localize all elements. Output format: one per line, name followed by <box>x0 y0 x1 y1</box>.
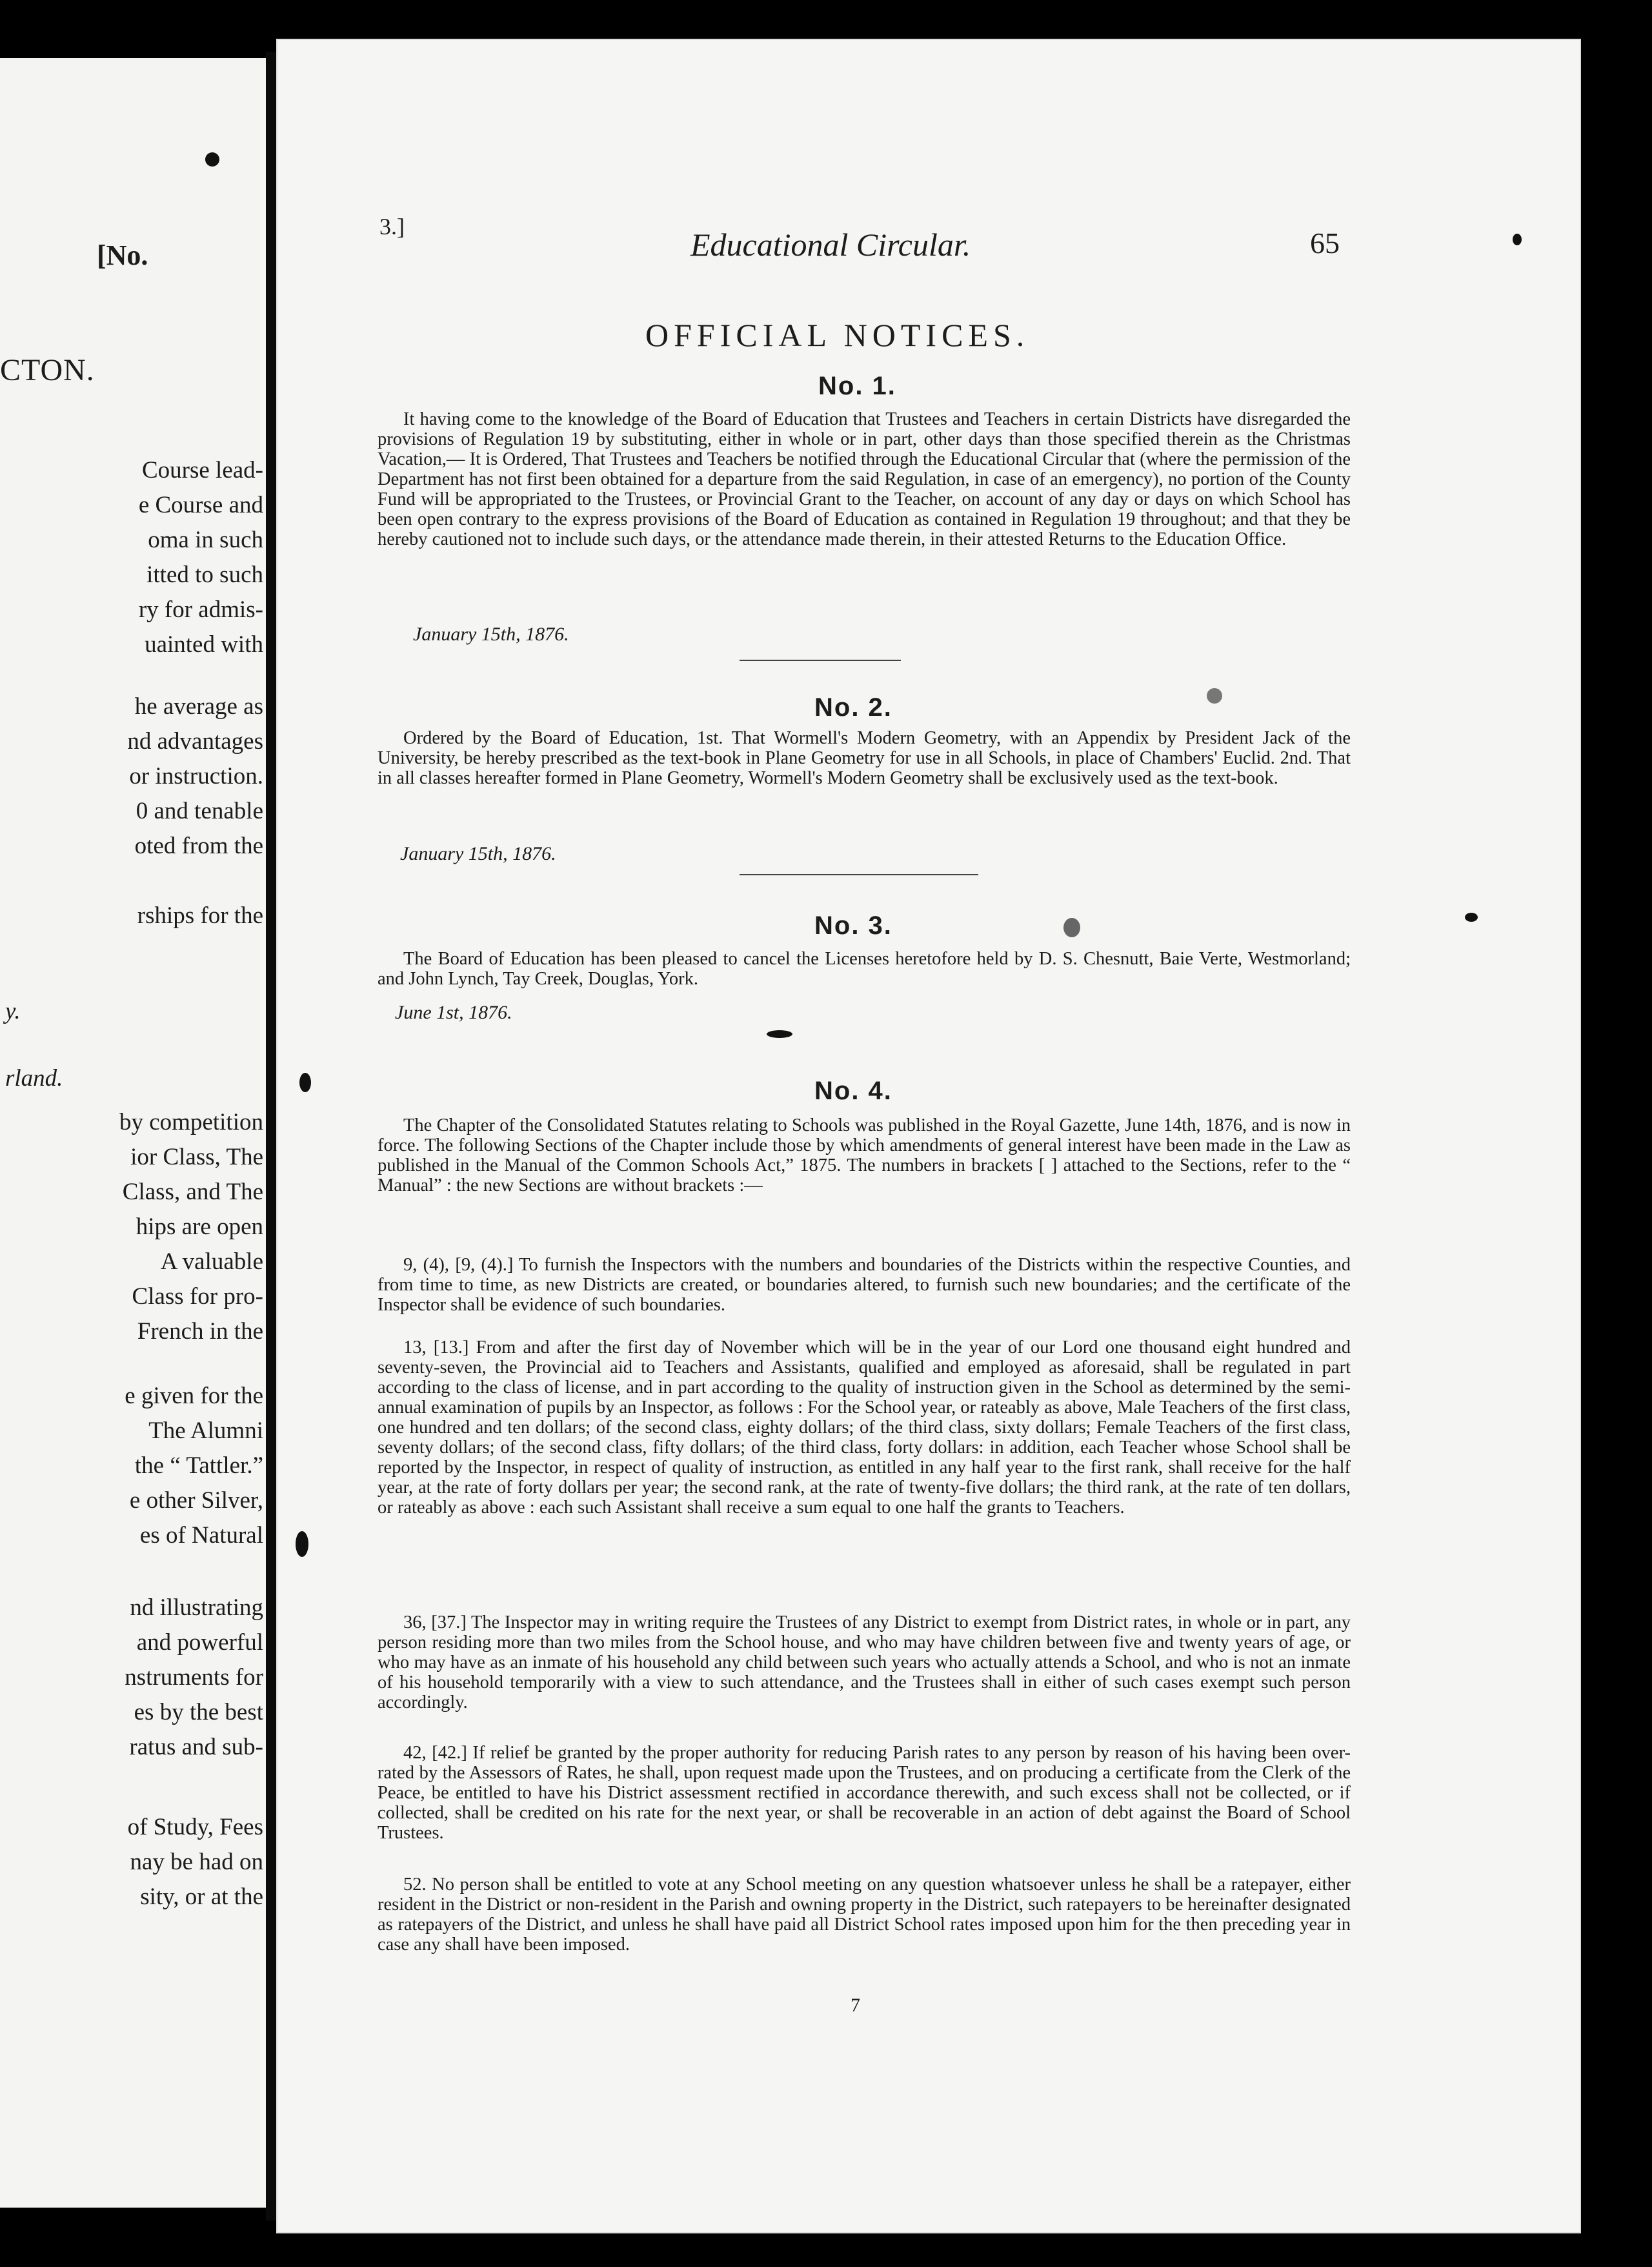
ink-speck <box>1207 688 1222 704</box>
left-page-title: CTON. <box>0 353 95 387</box>
left-line: and powerful <box>136 1629 263 1656</box>
notice-date: June 1st, 1876. <box>395 1002 512 1023</box>
ink-speck <box>296 1531 308 1557</box>
left-line: by competition <box>119 1109 263 1135</box>
left-line: The Alumni <box>148 1418 263 1444</box>
notice-number: No. 3. <box>814 911 892 940</box>
statute-section: 36, [37.] The Inspector may in writing require the Trustees of any District to exempt from District rates, in whole or in part, any person residing more than two miles from the School house, and who may have children between five and twenty years of age, or who may have as an inmate of his household any child between such years who actually attends a School, and who is not an inmate of his household temporarily with a view to such attendance, and the Trustees shall in either of such cases exempt such person accordingly. <box>378 1612 1351 1713</box>
notice-text: It having come to the knowledge of the Board of Education that Trustees and Teachers in certain Districts have disregarded the provisions of Regulation 19 by substituting, either in whole or in part, other days than those specified therein as the Christmas Vacation,— It is Ordered, That Trustees and Teachers be notified through the Educational Circular that (where the permission of the Department has not first been obtained for a departure from the said Regulation, in case of an emergency), no portion of the County Fund will be appropriated to the Trustees, or Provincial Grant to the Teacher, on account of any day or days on which School has been open contrary to the express provisions of the Board of Education as contained in Regulation 19 throughout; and that they be hereby cautioned not to include such days, or the attendance made therein, in their attested Returns to the Education Office. <box>378 409 1351 549</box>
divider <box>740 874 978 875</box>
left-line: e given for the <box>125 1383 263 1409</box>
statute-section: 9, (4), [9, (4).] To furnish the Inspectors with the numbers and boundaries of the Districts within the respective Counties, and from time to time, as new Districts are created, or boundaries altered, to furnish such new boundaries; and the certificate of the Inspector shall be evidence of such boundaries. <box>378 1255 1351 1315</box>
divider <box>740 660 901 661</box>
left-line: oted from the <box>134 833 263 859</box>
left-line: of Study, Fees <box>127 1814 263 1840</box>
left-line: nd illustrating <box>130 1594 263 1621</box>
left-page <box>0 58 266 2208</box>
left-line: nd advantages <box>127 728 263 755</box>
left-line: Course lead- <box>141 457 263 483</box>
ink-speck <box>1465 913 1478 922</box>
signature-mark: 7 <box>851 1995 860 2016</box>
left-line-italic: rland. <box>5 1065 63 1092</box>
ink-speck <box>299 1073 311 1092</box>
ink-speck <box>1063 918 1080 937</box>
statute-section: 42, [42.] If relief be granted by the proper authority for reducing Parish rates to any person by reason of his having been over-rated by the Assessors of Rates, he shall, upon request made upon the Trustees, and on producing a certificate from the Clerk of the Peace, be entitled to have his District assessment rectified in accordance therewith, and such excess shall not be collected, or if collected, shall be credited on his rate for the next year, or shall be recoverable in an action of debt against the Board of School Trustees. <box>378 1743 1351 1843</box>
notice-date: January 15th, 1876. <box>413 624 569 645</box>
left-line: sity, or at the <box>140 1884 263 1910</box>
left-line: es by the best <box>134 1699 263 1725</box>
notice-number: No. 4. <box>814 1077 892 1105</box>
left-line: French in the <box>137 1318 263 1345</box>
ink-speck <box>205 152 219 167</box>
notice-intro: The Chapter of the Consolidated Statutes relating to Schools was published in the Royal Gazette, June 14th, 1876, and is now in force. The following Sections of the Chapter include those by which amendments of general interest have been made in the Law as published in the Manual of the Common Schools Act,” 1875. The numbers in brackets [ ] attached to the Sections, refer to the “ Manual” : the new Sections are without brackets :— <box>378 1115 1351 1195</box>
left-line: 0 and tenable <box>136 798 263 824</box>
scan-border <box>1581 0 1652 2267</box>
left-line: es of Natural <box>139 1522 263 1549</box>
left-line: ratus and sub- <box>129 1734 263 1760</box>
left-line: Class, and The <box>122 1179 263 1205</box>
left-line: nay be had on <box>130 1849 263 1875</box>
notice-date: January 15th, 1876. <box>400 843 556 864</box>
page-gutter <box>266 52 276 2221</box>
left-page-number: [No. <box>97 239 148 271</box>
left-line: hips are open <box>136 1214 263 1240</box>
left-line: Class for pro- <box>132 1283 263 1310</box>
left-line: nstruments for <box>125 1664 263 1691</box>
page-number: 65 <box>1310 227 1340 259</box>
page-title: OFFICIAL NOTICES. <box>645 317 1030 353</box>
statute-section: 52. No person shall be entitled to vote at any School meeting on any question whatsoever unless he shall be a ratepayer, either resident in the District or non-resident in the Parish and owning property in the District, such ratepayers to be hereinafter designated as ratepayers of the District, and unless he shall have paid all District School rates imposed upon him for the then preceding year in case any shall have been imposed. <box>378 1875 1351 1955</box>
left-line: uainted with <box>145 631 263 658</box>
left-line: e Course and <box>138 492 263 518</box>
notice-number: No. 2. <box>814 693 892 722</box>
notice-number: No. 1. <box>818 372 896 400</box>
left-line: oma in such <box>148 527 263 553</box>
left-line: itted to such <box>146 562 263 588</box>
issue-number: 3.] <box>379 214 405 239</box>
statute-section: 13, [13.] From and after the first day of November which will be in the year of our Lord one thousand eight hundred and seventy-seven, the Provincial aid to Teachers and Assistants, qualified and employed as aforesaid, shall be regulated in part according to the class of license, and in part according to the quality of instruction given in the School as determined by the semi-annual examination of pupils by an Inspector, as follows : For the School year, or rateably as above, Male Teachers of the first class, one hundred and ten dollars; of the second class, eighty dollars; of the third class, sixty dollars; Female Teachers of the first class, seventy dollars; of the second class, fifty dollars; of the third class, forty dollars: in addition, each Teacher whose School shall be reported by the Inspector, in respect of quality of instruction, as entitled in any half year to the first rank, shall receive for the half year, at the rate of forty dollars per year; the second rank, at the rate of twenty-five dollars; the third rank, at the rate of ten dollars, or rateably as above : each such Assistant shall receive a sum equal to one half the grants to Teachers. <box>378 1337 1351 1518</box>
ink-speck <box>767 1030 792 1038</box>
left-line: A valuable <box>160 1248 263 1275</box>
notice-text: Ordered by the Board of Education, 1st. That Wormell's Modern Geometry, with an Appendix by President Jack of the University, be hereby prescribed as the text-book in Plane Geometry for use in all Schools, in place of Chambers' Euclid. 2nd. That in all classes hereafter formed in Plane Geometry, Wormell's Modern Geometry shall be exclusively used as the text-book. <box>378 728 1351 788</box>
left-line: y. <box>5 998 21 1024</box>
ink-speck <box>1513 234 1522 245</box>
left-line: ry for admis- <box>138 596 263 623</box>
left-line: ior Class, The <box>130 1144 263 1170</box>
left-line: e other Silver, <box>129 1487 263 1514</box>
left-line: he average as <box>134 693 263 720</box>
left-line: rships for the <box>137 902 263 929</box>
notice-text: The Board of Education has been pleased to cancel the Licenses heretofore held by D. S. Chesnutt, Baie Verte, Westmorland; and John Lynch, Tay Creek, Douglas, York. <box>378 949 1351 989</box>
left-line: the “ Tattler.” <box>134 1452 263 1479</box>
running-title: Educational Circular. <box>690 227 971 263</box>
left-line: or instruction. <box>129 763 263 789</box>
